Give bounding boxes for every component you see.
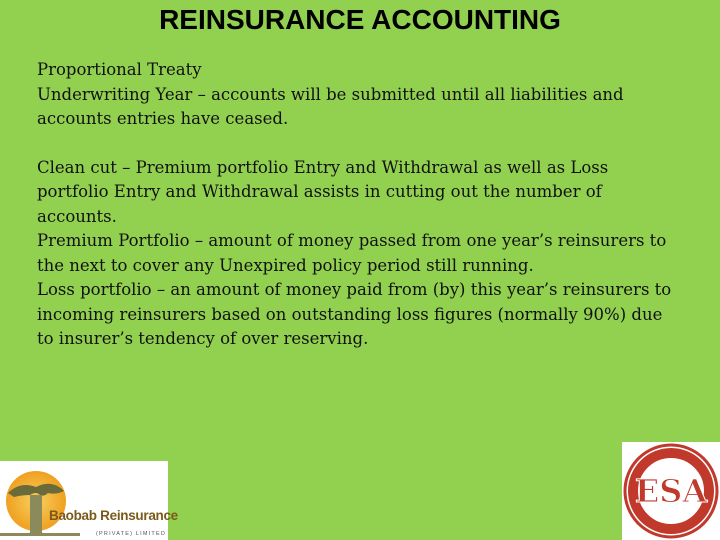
paragraph-premium-portfolio: Premium Portfolio – amount of money passed from one year’s reinsurers to the next to cover any Unexpired policy period still running. [37,231,667,275]
baobab-reinsurance-logo [0,461,178,540]
paragraph-clean-cut: Clean cut – Premium portfolio Entry and Withdrawal as well as Loss portfolio Entry and Withdrawal assists in cutting out the number of accounts. [37,157,609,226]
baobab-subtitle-text: (PRIVATE) LIMITED [96,531,167,537]
paragraph-proportional-treaty: Proportional Treaty [37,60,202,79]
paragraph-loss-portfolio: Loss portfolio – an amount of money paid from (by) this year’s reinsurers to incoming reinsurers based on outstanding loss figures (normally 90%) due to insurer’s tendency of over reserving. [37,280,672,348]
esa-emblem-icon [622,442,720,540]
paragraph-underwriting-year: Underwriting Year – accounts will be submitted until all liabilities and accounts entries have ceased. [37,84,624,128]
slide-body [37,58,677,352]
paragraph-gap [37,132,677,156]
esa-letters: ESA [634,472,708,510]
baobab-brand-text: Baobab Reinsurance [49,508,178,523]
esa-logo [622,442,720,540]
baobab-tree-icon [0,461,168,540]
slide-title: REINSURANCE ACCOUNTING [159,4,561,35]
